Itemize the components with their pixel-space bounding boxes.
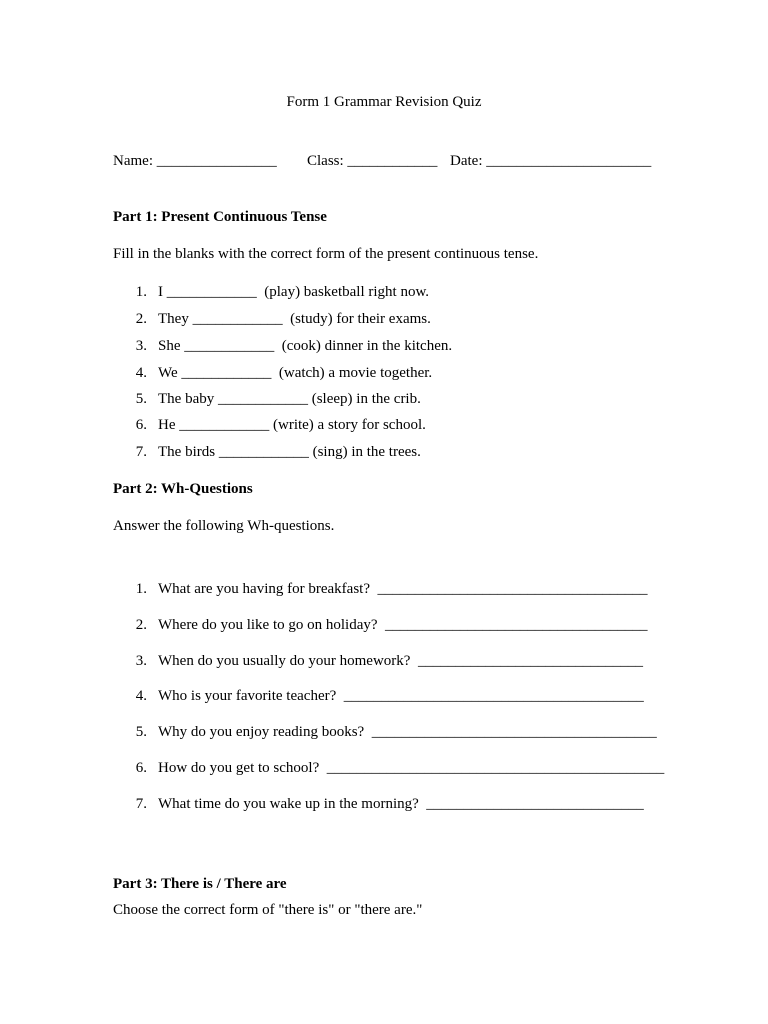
item-text: The birds ____________ (sing) in the trees.: [158, 444, 421, 460]
quiz-title: Form 1 Grammar Revision Quiz: [286, 94, 482, 110]
item-number: 4.: [135, 688, 147, 704]
part1-instruction: Fill in the blanks with the correct form of the present continuous tense.: [113, 246, 539, 262]
item-number: 5.: [135, 391, 147, 407]
item-number: 5.: [135, 724, 147, 740]
item-text: He ____________ (write) a story for school.: [158, 417, 426, 433]
part3-heading: Part 3: There is / There are: [113, 876, 287, 892]
item-number: 6.: [135, 417, 147, 433]
item-number: 7.: [135, 444, 147, 460]
class-field: Class: ____________: [307, 153, 438, 169]
item-number: 1.: [135, 284, 147, 300]
item-number: 7.: [135, 796, 147, 812]
item-number: 2.: [135, 617, 147, 633]
part2-instruction: Answer the following Wh-questions.: [113, 518, 335, 534]
item-number: 6.: [135, 760, 147, 776]
item-text: Why do you enjoy reading books? ______________________________________: [158, 724, 657, 740]
part2-heading: Part 2: Wh-Questions: [113, 481, 253, 497]
item-number: 4.: [135, 365, 147, 381]
item-text: How do you get to school? _____________________________________________: [158, 760, 665, 776]
item-number: 3.: [135, 338, 147, 354]
item-text: I ____________ (play) basketball right now.: [158, 284, 430, 300]
name-field: Name: ________________: [113, 153, 277, 169]
item-text: She ____________ (cook) dinner in the kitchen.: [158, 338, 453, 354]
item-text: The baby ____________ (sleep) in the crib.: [158, 391, 421, 407]
item-text: What time do you wake up in the morning? _____________________________: [158, 796, 644, 812]
item-text: They ____________ (study) for their exams.: [158, 311, 431, 327]
item-text: When do you usually do your homework? ______________________________: [158, 653, 643, 669]
item-text: We ____________ (watch) a movie together.: [158, 365, 433, 381]
item-number: 1.: [135, 581, 147, 597]
item-text: Who is your favorite teacher? ________________________________________: [158, 688, 644, 704]
part3-instruction: Choose the correct form of "there is" or "there are.": [113, 902, 423, 918]
item-text: Where do you like to go on holiday? ___________________________________: [158, 617, 648, 633]
item-number: 2.: [135, 311, 147, 327]
item-text: What are you having for breakfast? ____________________________________: [158, 581, 648, 597]
date-field: Date: ______________________: [450, 153, 652, 169]
part1-heading: Part 1: Present Continuous Tense: [113, 209, 327, 225]
item-number: 3.: [135, 653, 147, 669]
